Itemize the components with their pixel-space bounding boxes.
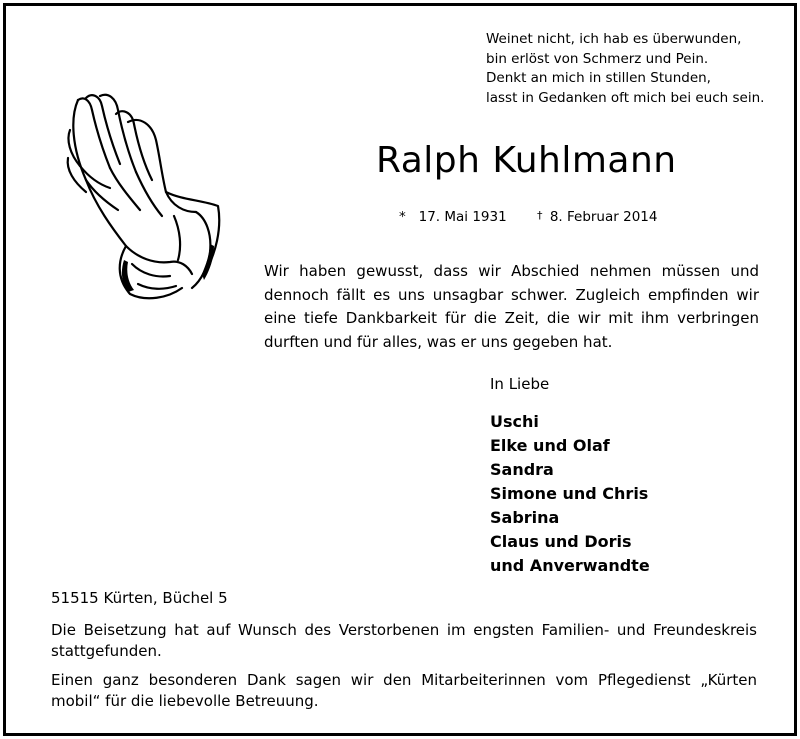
death-date: 8. Februar 2014 bbox=[549, 209, 658, 225]
family-member: Elke und Olaf bbox=[490, 436, 610, 455]
poem-line: bin erlöst von Schmerz und Pein. bbox=[486, 50, 709, 67]
signoff: In Liebe bbox=[490, 375, 550, 393]
family-member: Sabrina bbox=[490, 508, 560, 527]
poem bbox=[486, 30, 764, 108]
praying-hands-icon bbox=[56, 88, 226, 303]
address: 51515 Kürten, Büchel 5 bbox=[51, 589, 228, 607]
poem-line: lasst in Gedanken oft mich bei euch sein. bbox=[486, 89, 765, 106]
poem-line: Weinet nicht, ich hab es überwunden, bbox=[486, 31, 742, 47]
family-list bbox=[490, 410, 650, 578]
life-dates bbox=[399, 209, 657, 225]
death-symbol: † bbox=[537, 209, 543, 222]
family-member: Simone und Chris bbox=[490, 484, 649, 503]
burial-note: Die Beisetzung hat auf Wunsch des Verstorbenen im engsten Familien- und Freundeskreis stattgefunden. bbox=[51, 621, 757, 660]
family-member: Claus und Doris bbox=[490, 532, 632, 551]
obituary-frame bbox=[3, 3, 797, 736]
birth-info bbox=[399, 209, 507, 225]
farewell-message: Wir haben gewusst, dass wir Abschied nehmen müssen und dennoch fällt es uns unsagbar schwer. Zugleich empfinden wir eine tiefe Dankbarkeit für die Zeit, die wir mit ihm verbringen durften und für alles, was er uns gegeben hat. bbox=[264, 262, 759, 351]
birth-date: 17. Mai 1931 bbox=[418, 209, 507, 225]
family-member: Uschi bbox=[490, 412, 539, 431]
family-member: und Anverwandte bbox=[490, 556, 650, 575]
family-member: Sandra bbox=[490, 460, 554, 479]
birth-symbol: * bbox=[399, 209, 406, 225]
poem-line: Denkt an mich in stillen Stunden, bbox=[486, 70, 711, 86]
deceased-name: Ralph Kuhlmann bbox=[376, 140, 677, 181]
thanks-note: Einen ganz besonderen Dank sagen wir den Mitarbeiterinnen vom Pflegedienst „Kürten mobil“ für die liebevolle Betreuung. bbox=[51, 671, 757, 710]
death-info bbox=[537, 209, 657, 225]
